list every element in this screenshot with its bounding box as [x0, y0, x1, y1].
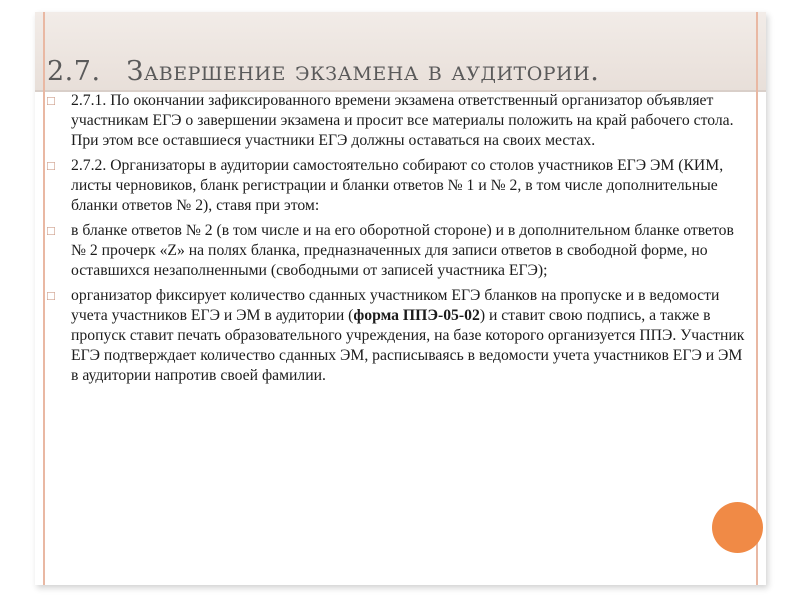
list-item-text-end: ) и ставит свою подпись, а также в пропуск ставит печать образовательного учреждения, на базе которого организуется ППЭ. Участник ЕГЭ подтверждает количество сданных ЭМ, расписываясь в ведомости учета участников ЕГЭ и ЭМ в аудитории напротив своей фамилии. — [71, 307, 745, 384]
list-item-text: 2.7.1. По окончании зафиксированного времени экзамена ответственный организатор объявляет участникам ЕГЭ о завершении экзамена и просит все материалы положить на край рабочего стола. При этом все оставшиеся участники ЕГЭ должны оставаться на своих местах. — [71, 92, 734, 149]
bullet-icon: □ — [47, 93, 55, 108]
bullet-icon: □ — [47, 158, 55, 173]
list-item — [47, 91, 745, 151]
slide — [35, 12, 766, 585]
decorative-circle — [712, 502, 763, 553]
list-item-text: 2.7.2. Организаторы в аудитории самостоятельно собирают со столов участников ЕГЭ ЭМ (КИМ, листы черновиков, бланк регистрации и бланки ответов № 1 и № 2, в том числе дополнительные бланки ответов № 2), ставя при этом: — [71, 157, 724, 214]
list-item-text: в бланке ответов № 2 (в том числе и на его оборотной стороне) и в дополнительном бланке ответов № 2 прочерк «Z» на полях бланка, предназначенных для записи ответов в свободной форме, но оставшихся незаполненными (свободными от записей участника ЕГЭ); — [71, 222, 734, 279]
title-text: Завершение экзамена в аудитории. — [126, 56, 600, 87]
list-item — [47, 221, 745, 281]
list-item — [47, 156, 745, 216]
form-reference: форма ППЭ-05-02 — [353, 307, 480, 324]
slide-title — [47, 56, 599, 88]
left-decorative-line — [43, 12, 45, 585]
list-item-text-start: организатор фиксирует количество сданных участником ЕГЭ бланков на пропуске и в ведомости учета участников ЕГЭ и ЭМ в аудитории ( — [71, 287, 720, 324]
list-item — [47, 286, 745, 386]
title-number: 2.7. — [47, 56, 101, 87]
bullet-icon: □ — [47, 288, 55, 303]
slide-content — [47, 91, 745, 391]
right-decorative-line — [756, 12, 758, 585]
bullet-icon: □ — [47, 223, 55, 238]
